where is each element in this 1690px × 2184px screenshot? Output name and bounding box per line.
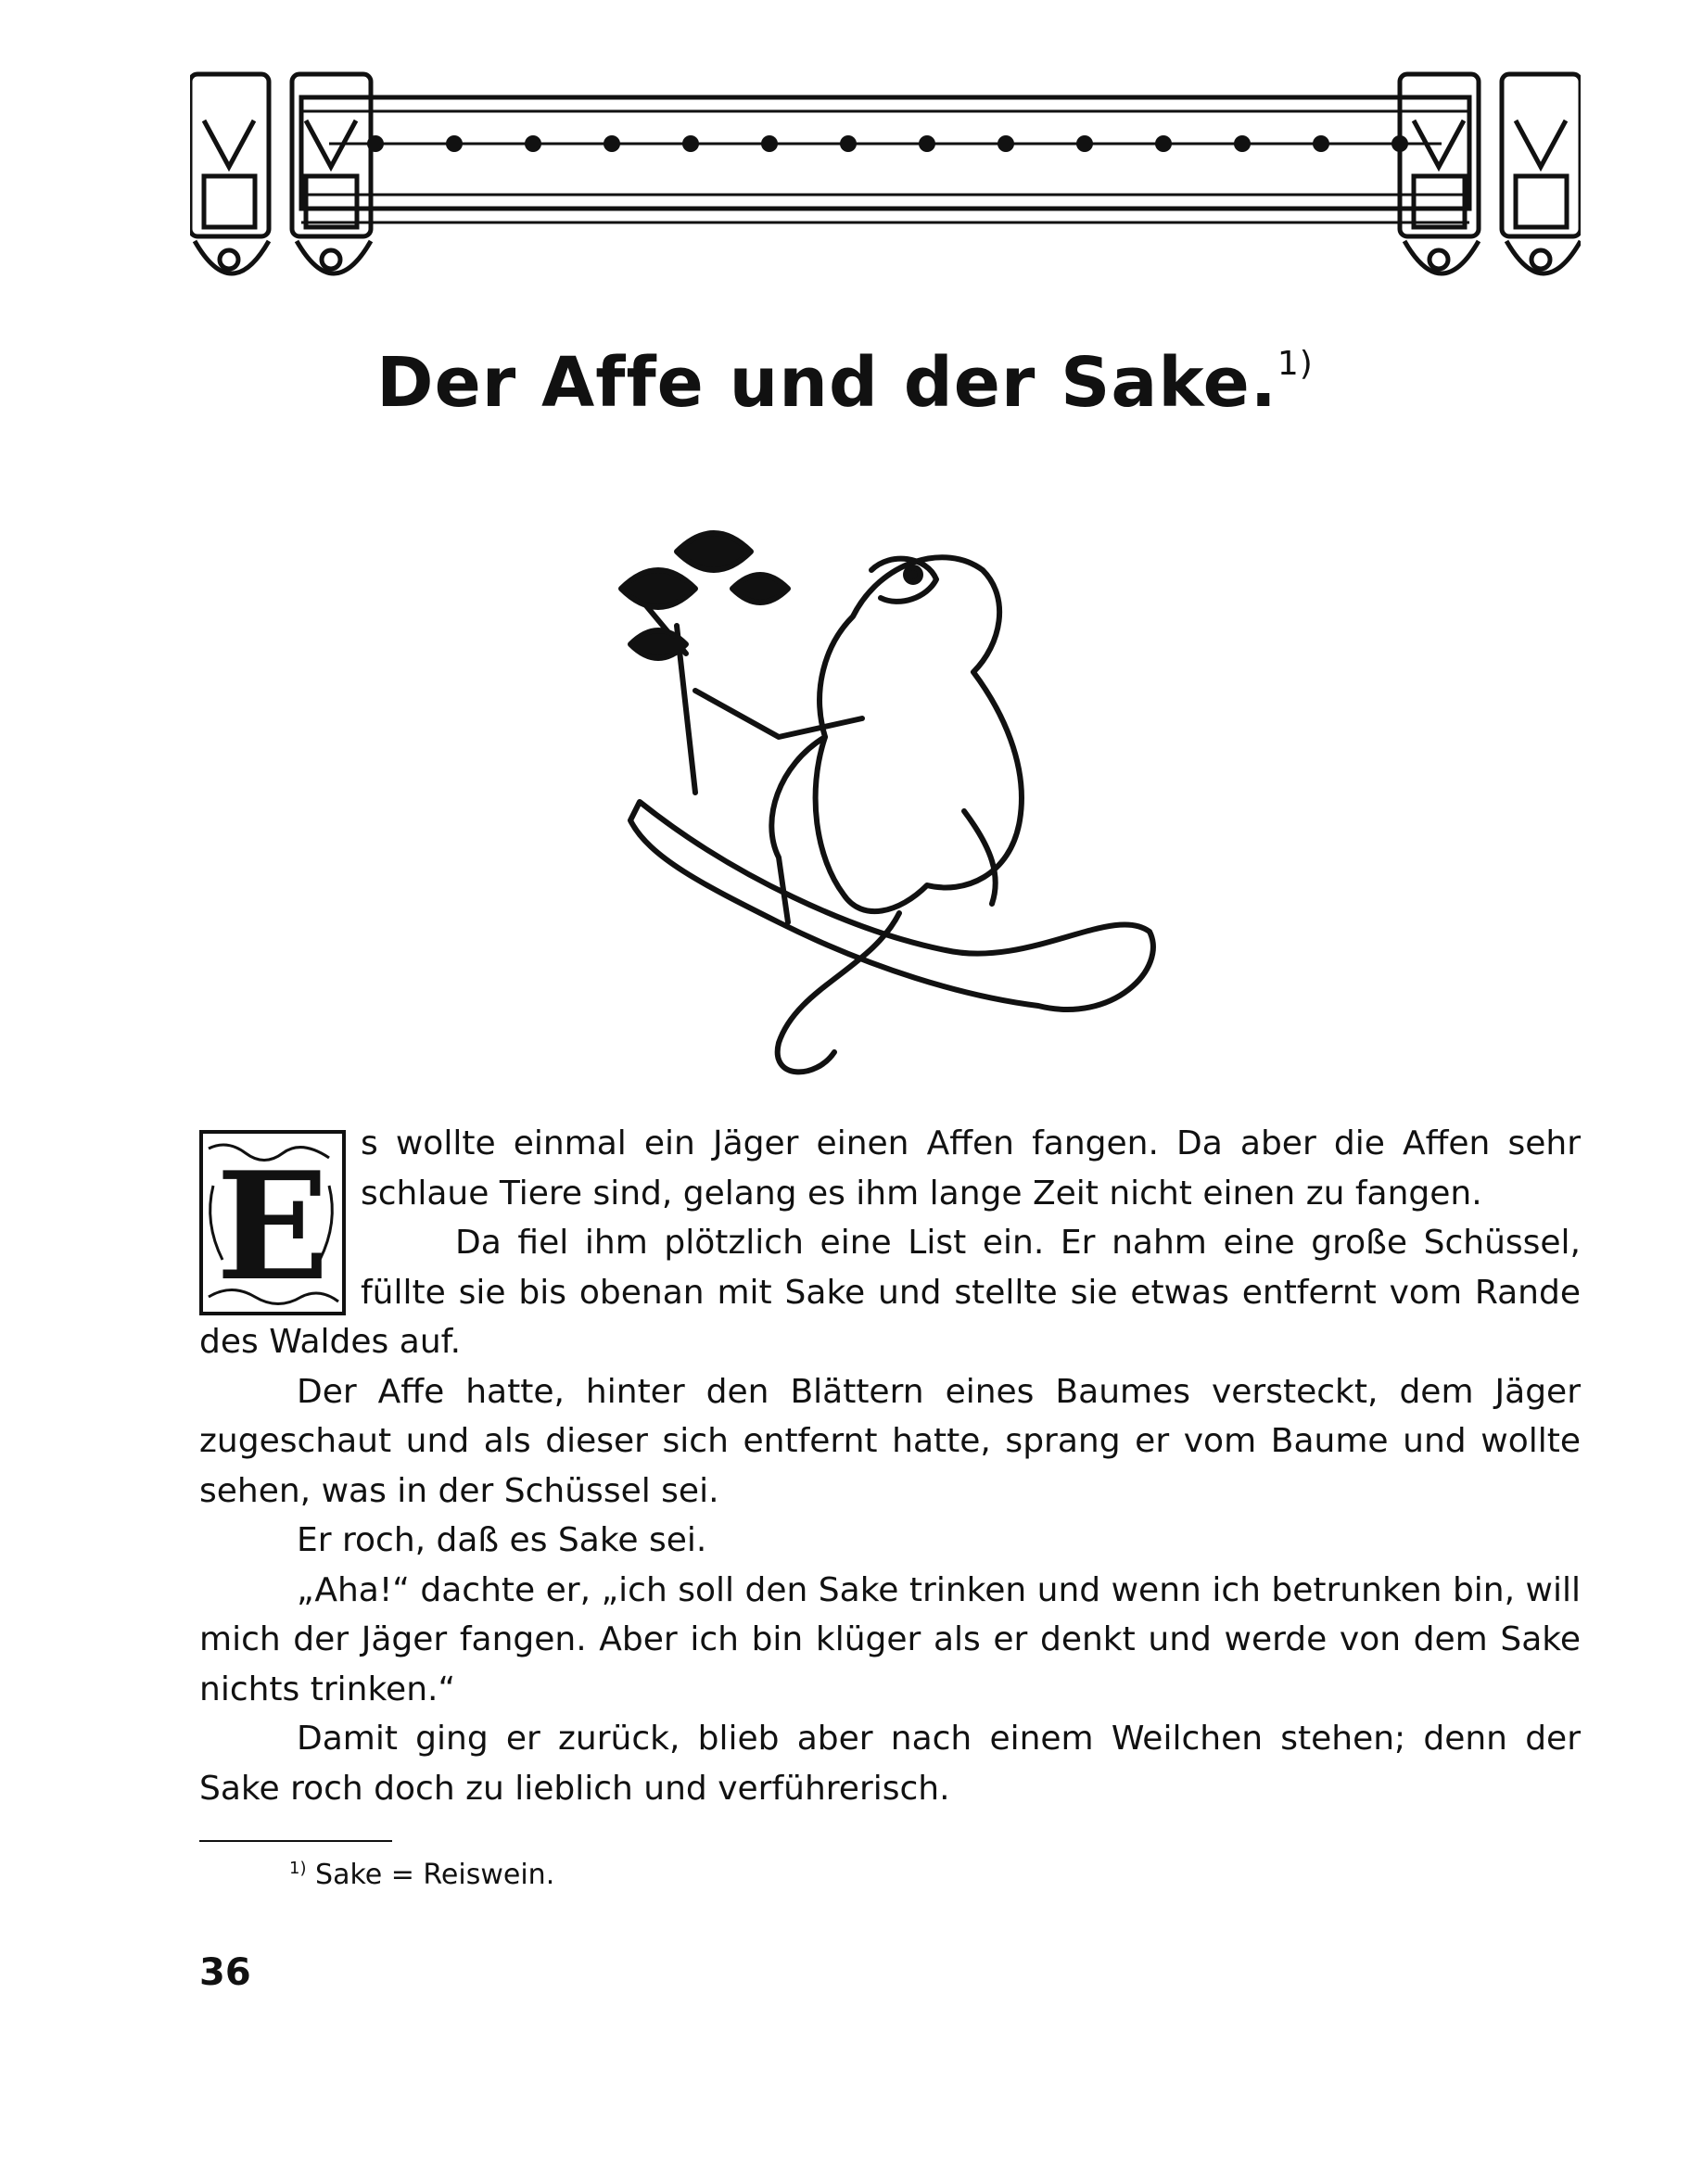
footnote-divider bbox=[199, 1840, 392, 1842]
page-number: 36 bbox=[199, 1951, 251, 1994]
footnote-text: Sake = Reiswein. bbox=[315, 1859, 555, 1891]
header-ornament-icon bbox=[190, 65, 1581, 301]
paragraph-2: Der Affe hatte, hinter den Blättern eines Baumes versteckt, dem Jäger zugeschaut und als dieser sich entfernt hatte, sprang er vom Baume und wollte sehen, was in der Schüssel sei. bbox=[199, 1372, 1581, 1510]
paragraph-3: Er roch, daß es Sake sei. bbox=[297, 1521, 707, 1559]
monkey-illustration-icon bbox=[593, 487, 1187, 1089]
footnote bbox=[289, 1859, 554, 1891]
paragraph-1-first-line: s wollte einmal ein Jäger einen Affen fangen. Da aber die Affen sehr schlaue Tiere sind, gelang es ihm lange Zeit nicht einen zu fangen. bbox=[361, 1124, 1581, 1213]
dropcap-letter: E bbox=[216, 1139, 329, 1314]
paragraph-1-second: Da fiel ihm plötzlich eine List ein. Er nahm eine große Schüssel, füllte sie bis obenan mit Sake und stellte sie etwas entfernt vom Rande des Waldes auf. bbox=[199, 1224, 1581, 1361]
title-text: Der Affe und der Sake. bbox=[376, 343, 1277, 423]
body-text bbox=[199, 1119, 1581, 1813]
dropcap-initial-icon bbox=[199, 1130, 346, 1315]
paragraph-5: Damit ging er zurück, blieb aber nach einem Weilchen stehen; denn der Sake roch doch zu lieblich und verführerisch. bbox=[199, 1720, 1581, 1808]
footnote-mark: 1) bbox=[289, 1859, 307, 1878]
title-footnote-mark: 1) bbox=[1277, 345, 1314, 383]
page-title bbox=[0, 343, 1690, 423]
paragraph-4: „Aha!“ dachte er, „ich soll den Sake trinken und wenn ich betrunken bin, will mich der Jäger fangen. Aber ich bin klüger als er denkt und werde von dem Sake nichts trinken.“ bbox=[199, 1570, 1581, 1708]
paragraph-1 bbox=[199, 1119, 1581, 1367]
